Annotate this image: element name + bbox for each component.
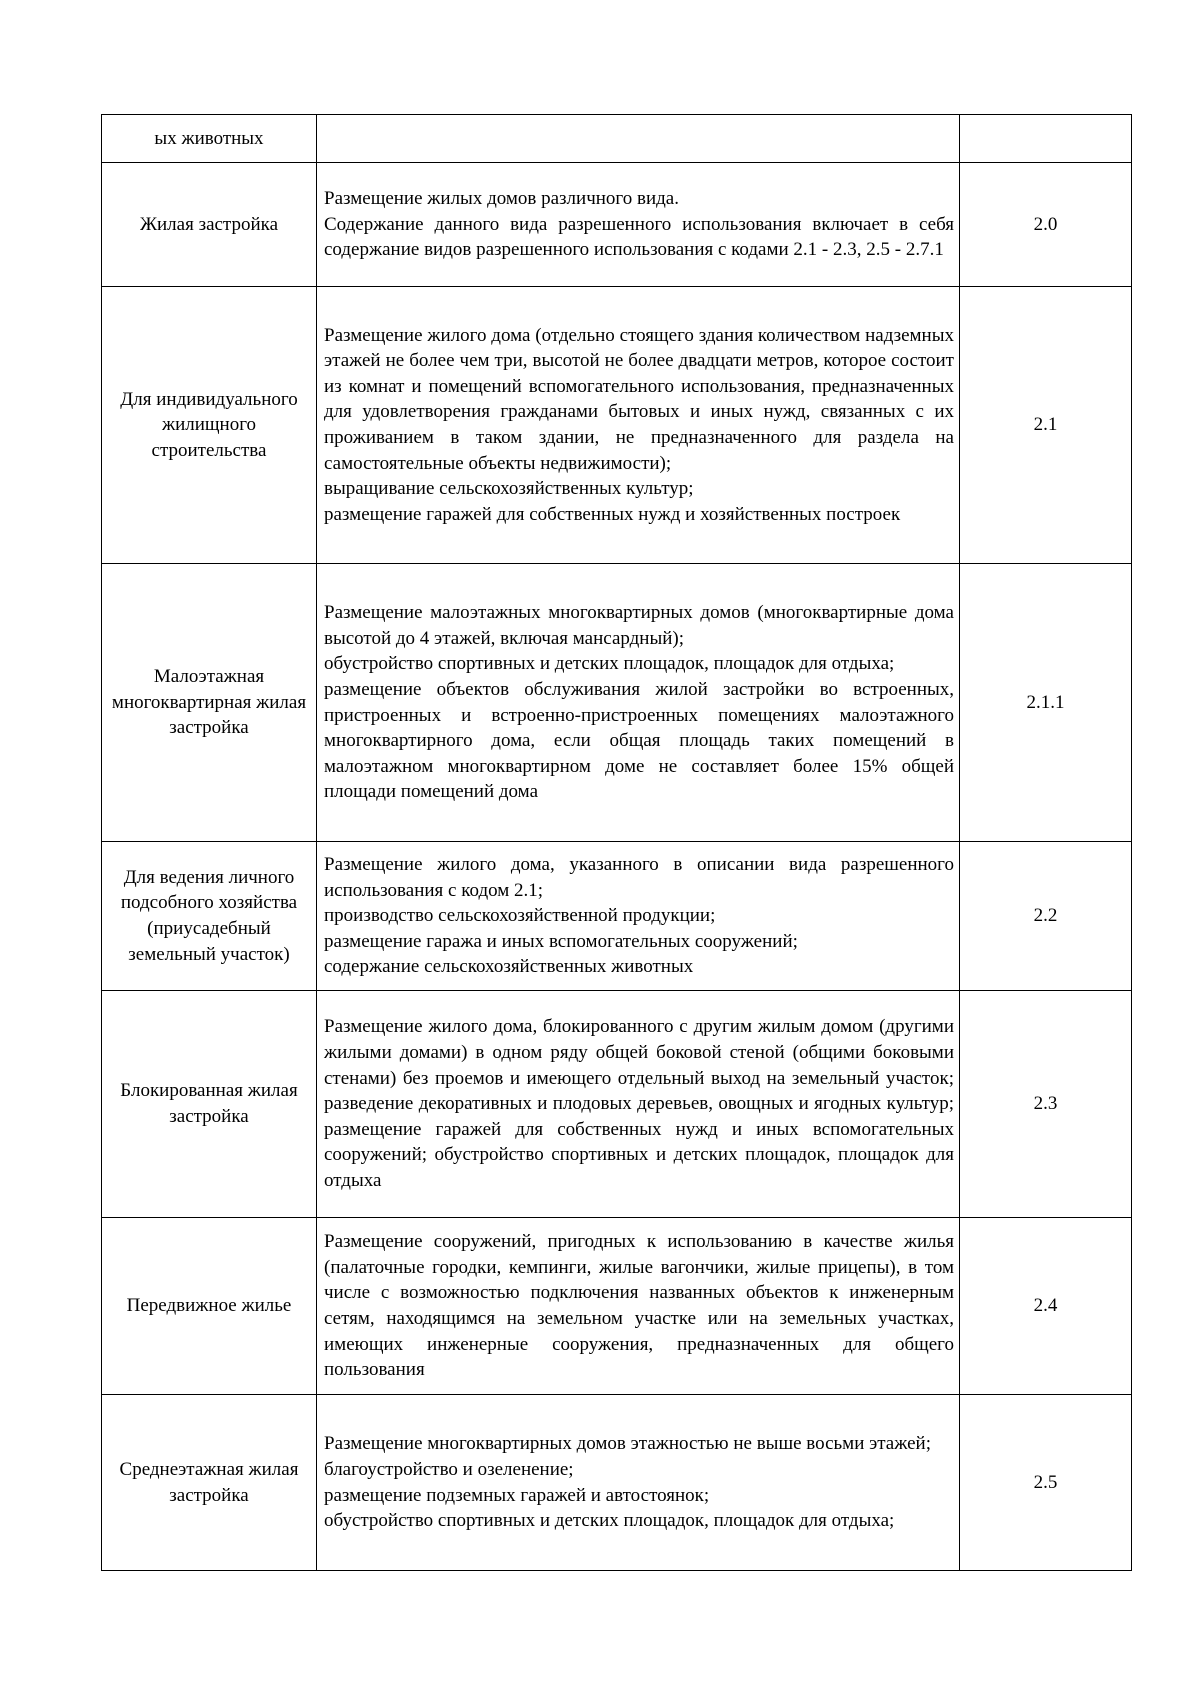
land-use-code	[960, 115, 1132, 163]
table-row	[102, 163, 1132, 287]
land-use-code	[960, 842, 1132, 991]
land-use-name	[102, 287, 317, 564]
land-use-name	[102, 1218, 317, 1395]
land-use-description	[317, 287, 960, 564]
land-use-code-text: 2.0	[1033, 213, 1058, 235]
table-row	[102, 842, 1132, 991]
land-use-description	[317, 1218, 960, 1395]
table-row	[102, 991, 1132, 1218]
land-use-description	[317, 1395, 960, 1571]
land-use-code	[960, 287, 1132, 564]
description-paragraph: Размещение многоквартирных домов этажностью не выше восьми этажей;	[324, 1433, 931, 1455]
description-paragraph: Размещение сооружений, пригодных к использованию в качестве жилья (палаточные городки, кемпинги, жилые вагончики, жилые прицепы), в том числе с возможностью подключения названных объектов к инженерным сетям, находящимся на земельном участке или на земельных участках, имеющих инженерные сооружения, предназначенных для общего пользования	[324, 1231, 954, 1381]
description-paragraph: выращивание сельскохозяйственных культур;	[324, 478, 694, 500]
land-use-description	[317, 564, 960, 842]
land-use-code	[960, 163, 1132, 287]
description-paragraph: Размещение жилых домов различного вида.	[324, 188, 679, 210]
description-paragraph: Размещение жилого дома, блокированного с другим жилым домом (другими жилыми домами) в одном ряду общей боковой стеной (общими боковыми стенами) без проемов и имеющего отдельный выход на земельный участок; разведение декоративных и плодовых деревьев, овощных и ягодных культур; размещение гаражей для собственных нужд и иных вспомогательных сооружений; обустройство спортивных и детских площадок, площадок для отдыха	[324, 1016, 954, 1191]
description-paragraph: обустройство спортивных и детских площадок, площадок для отдыха;	[324, 1510, 895, 1532]
land-use-name-text: Жилая застройка	[139, 213, 279, 235]
land-use-name-text: Среднеэтажная жилая застройка	[119, 1458, 299, 1506]
land-use-code	[960, 564, 1132, 842]
table-row	[102, 564, 1132, 842]
description-paragraph: обустройство спортивных и детских площадок, площадок для отдыха;	[324, 653, 895, 675]
description-paragraph: размещение объектов обслуживания жилой застройки во встроенных, пристроенных и встроенно-пристроенных помещениях малоэтажного многоквартирного дома, если общая площадь таких помещений в малоэтажном многоквартирном доме не составляет более 15% общей площади помещений дома	[324, 678, 954, 803]
description-paragraph: размещение гаражей для собственных нужд и хозяйственных построек	[324, 503, 901, 525]
land-use-code-text: 2.2	[1033, 905, 1058, 927]
land-use-name	[102, 564, 317, 842]
description-paragraph: благоустройство и озеленение;	[324, 1458, 574, 1480]
land-use-code	[960, 991, 1132, 1218]
description-paragraph: производство сельскохозяйственной продукции;	[324, 905, 716, 927]
land-use-name-text: Передвижное жилье	[126, 1295, 292, 1317]
land-use-code-text: 2.5	[1033, 1471, 1058, 1493]
description-paragraph: размещение гаража и иных вспомогательных сооружений;	[324, 930, 798, 952]
land-use-code-text: 2.1.1	[1026, 691, 1065, 713]
description-paragraph: Размещение малоэтажных многоквартирных домов (многоквартирные дома высотой до 4 этажей, включая мансардный);	[324, 602, 954, 649]
land-use-name-text: Малоэтажная многоквартирная жилая застройка	[111, 666, 307, 739]
table-row	[102, 1218, 1132, 1395]
description-paragraph: Размещение жилого дома (отдельно стоящего здания количеством надземных этажей не более чем три, высотой не более двадцати метров, которое состоит из комнат и помещений вспомогательного использования, предназначенных для удовлетворения гражданами бытовых и иных нужд, связанных с их проживанием в таком здании, не предназначенного для раздела на самостоятельные объекты недвижимости);	[324, 324, 954, 474]
land-use-name	[102, 115, 317, 163]
land-use-table	[101, 114, 1132, 1571]
land-use-description	[317, 842, 960, 991]
land-use-name	[102, 991, 317, 1218]
land-use-description	[317, 115, 960, 163]
land-use-name-text: Для ведения личного подсобного хозяйства (приусадебный земельный участок)	[120, 866, 298, 965]
land-use-code-text: 2.1	[1033, 414, 1058, 436]
table-row	[102, 115, 1132, 163]
land-use-description	[317, 991, 960, 1218]
land-use-name	[102, 163, 317, 287]
land-use-name-text: ых животных	[154, 127, 264, 149]
land-use-code	[960, 1218, 1132, 1395]
land-use-name-text: Для индивидуального жилищного строительства	[120, 388, 298, 461]
description-paragraph: размещение подземных гаражей и автостоянок;	[324, 1484, 710, 1506]
land-use-code-text: 2.3	[1033, 1093, 1058, 1115]
description-paragraph: содержание сельскохозяйственных животных	[324, 956, 694, 978]
description-paragraph: Содержание данного вида разрешенного использования включает в себя содержание видов разрешенного использования с кодами 2.1 - 2.3, 2.5 - 2.7.1	[324, 213, 954, 261]
table-row	[102, 1395, 1132, 1571]
land-use-name-text: Блокированная жилая застройка	[120, 1080, 298, 1127]
land-use-name	[102, 1395, 317, 1571]
table-row	[102, 287, 1132, 564]
land-use-description	[317, 163, 960, 287]
land-use-name	[102, 842, 317, 991]
land-use-code-text: 2.4	[1033, 1295, 1058, 1317]
description-paragraph: Размещение жилого дома, указанного в описании вида разрешенного использования с кодом 2.1;	[324, 854, 954, 901]
land-use-code	[960, 1395, 1132, 1571]
